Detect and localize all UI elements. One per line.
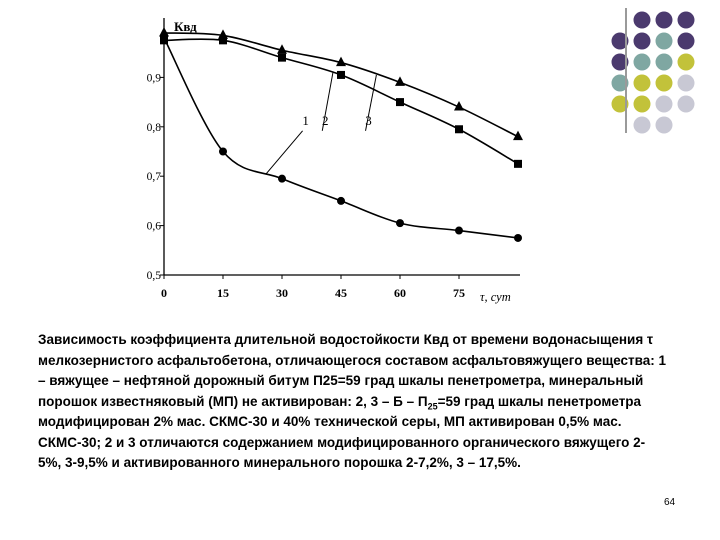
y-tick-label: 0,5 (146, 270, 161, 282)
chart-series (159, 27, 523, 242)
data-point-square (160, 36, 168, 44)
data-point-circle (219, 148, 227, 156)
x-axis-label: τ, сут (480, 290, 511, 304)
data-point-circle (514, 234, 522, 242)
y-tick-label: 0,6 (146, 220, 161, 233)
series-line (164, 38, 518, 238)
decorative-dot (656, 54, 673, 71)
decorative-dot (656, 96, 673, 113)
x-tick-label: 60 (394, 286, 406, 300)
decorative-dot (678, 96, 695, 113)
caption-subscript: 25 (427, 401, 438, 412)
data-point-circle (278, 175, 286, 183)
data-point-square (514, 160, 522, 168)
x-tick-label: 15 (217, 286, 229, 300)
decorative-dot (634, 117, 651, 134)
series-3 (159, 27, 523, 140)
x-tick-label: 45 (335, 286, 347, 300)
y-tick-label: 0,9 (146, 72, 161, 85)
decorative-vertical-line (625, 8, 627, 133)
data-point-circle (337, 197, 345, 205)
decorative-dot (656, 117, 673, 134)
decorative-dot (634, 12, 651, 29)
x-tick-label: 30 (276, 286, 288, 300)
decorative-dot (678, 33, 695, 50)
x-axis-ticks (161, 275, 465, 300)
line-chart (146, 10, 530, 310)
decorative-dot (656, 12, 673, 29)
x-tick-label: 0 (161, 286, 167, 300)
series-labels (266, 71, 376, 173)
decorative-dot (656, 33, 673, 50)
data-point-circle (396, 219, 404, 227)
y-tick-label: 0,8 (146, 121, 161, 134)
y-axis-label: Квд (174, 19, 197, 34)
decorative-dot (678, 75, 695, 92)
data-point-triangle (159, 27, 169, 37)
series-label: 2 (322, 112, 329, 128)
decorative-dot (634, 75, 651, 92)
series-label: 1 (302, 112, 309, 128)
chart-axes (164, 18, 520, 275)
data-point-square (337, 71, 345, 79)
data-point-circle (455, 227, 463, 235)
caption-text: Зависимость коэффициента длительной водостойкости Квд от времени водонасыщения τ мелкозернистого асфальтобетона, отличающегося составом асфальтовяжущего вещества: 1 – вяжущее – нефтяной дорожный битум П25=59 град шкалы пенетрометра, минеральный порошок известняковый (МП) не активирован: 2, 3 – Б – П (38, 332, 667, 409)
decorative-dot (634, 54, 651, 71)
caption-text-continued: =59 град шкалы пенетрометра модифицирован 2% мас. СКМС-30 и 40% технической серы, МП активирован 0,5% мас. СКМС-30; 2 и 3 отличаются содержанием модифицированного органического вяжущего 2-5%, 3-9,5% и активированного минерального порошка 2-7,2%, 3 – 17,5%. (38, 393, 646, 470)
decorative-dot (678, 12, 695, 29)
page-number: 64 (664, 497, 676, 508)
y-tick-label: 0,7 (146, 171, 161, 184)
data-point-square (455, 125, 463, 133)
data-point-square (278, 54, 286, 62)
series-label: 3 (365, 112, 372, 128)
series-2 (160, 36, 522, 168)
decorative-dot (634, 33, 651, 50)
series-line (164, 33, 518, 137)
x-tick-label: 75 (453, 286, 465, 300)
decorative-dot (656, 75, 673, 92)
decorative-dot (634, 96, 651, 113)
data-point-square (396, 98, 404, 106)
figure-caption (38, 330, 668, 474)
decorative-dot (678, 54, 695, 71)
y-axis-ticks (147, 72, 164, 282)
series-label-leader (266, 131, 302, 174)
